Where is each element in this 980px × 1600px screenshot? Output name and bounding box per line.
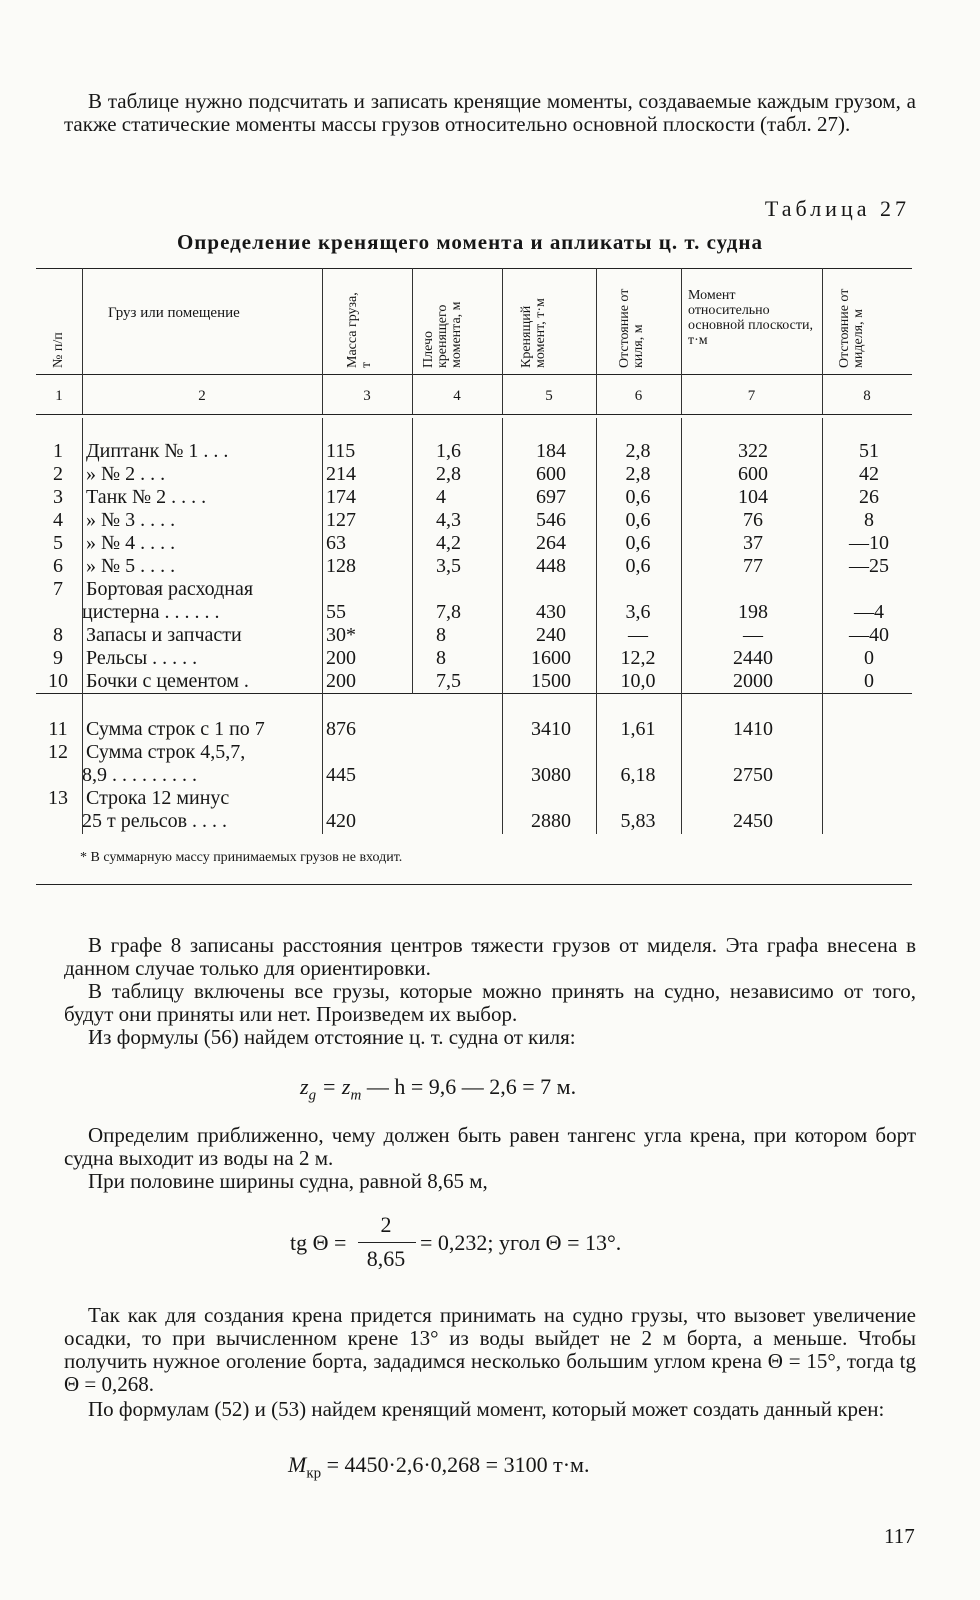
paragraph-3: Из формулы (56) найдем отстояние ц. т. судна от киля: [88,1025,576,1049]
cargo-name: » № 5 . . . . [86,555,176,577]
header-mass: Масса груза, т [345,292,374,368]
heel-arm: 3,5 [436,555,461,577]
cargo-name: » № 4 . . . . [86,532,176,554]
page-number: 117 [884,1524,915,1548]
heel-arm: 4,3 [436,509,461,531]
distance-keel: 10,0 [620,670,656,692]
distance-keel: 3,6 [625,601,651,623]
sum-name-cont: 25 т рельсов . . . . [82,810,228,832]
row-number: 9 [53,647,63,669]
formula-mkr: $M_{кр} = 4450\cdot 2,6\cdot 0,268 = 3100$ т·м. [288,1452,590,1482]
formula-zg: $z_g = z_m$ — h = 9,6 — 2,6 = 7 м. [300,1074,577,1104]
cargo-mass: 214 [326,463,356,485]
distance-midship: 42 [859,463,879,485]
cargo-mass: 174 [326,486,356,508]
distance-midship: 8 [864,509,874,531]
static-moment: 77 [743,555,763,577]
cargo-name: Танк № 2 . . . . [86,486,207,508]
distance-keel: 0,6 [625,555,651,577]
col-number: 4 [453,388,461,404]
distance-midship: 51 [859,440,879,462]
distance-midship: 0 [864,670,874,692]
static-moment: 37 [743,532,763,554]
cargo-name: Бортовая расходная [86,578,254,600]
sum-static-moment: 1410 [733,718,773,740]
heel-arm: 4,2 [436,532,461,554]
sum-moment: 2880 [531,810,571,832]
distance-midship: 0 [864,647,874,669]
heeling-moment: 697 [536,486,566,508]
cargo-mass: 127 [326,509,356,531]
distance-keel: 12,2 [620,647,656,669]
header-static-moment: Момент относительно основной плоскости, т·м [688,288,813,348]
cargo-mass: 55 [326,601,346,623]
distance-midship: —4 [854,601,884,623]
cargo-name: » № 2 . . . [86,463,166,485]
heeling-moment: 600 [536,463,566,485]
static-moment: 76 [743,509,763,531]
col-number: 3 [363,388,371,404]
header-midship: Отстояние от миделя, м [837,288,866,368]
sum-moment: 3410 [531,718,571,740]
cargo-mass: 115 [326,440,356,462]
cargo-name: Рельсы . . . . . [86,647,198,669]
data-table [36,268,912,884]
sum-keel: 5,83 [620,810,656,832]
col-number: 7 [747,388,756,404]
heeling-moment: 1500 [531,670,571,692]
distance-keel: 2,8 [625,440,651,462]
paragraph-6: Так как для создания крена придется принимать на судно грузы, что вызовет увеличение осадки, то при вычисленном крене 13° из воды выйдет не 2 м борта, а меньше. Чтобы получить нужное оголение борта, зададимся несколько большим углом крена Θ = 15°, тогда tg Θ = 0,268. [64,1303,916,1396]
header-arm: Плечо кренящего момента, м [421,301,464,368]
intro-paragraph: В таблице нужно подсчитать и записать кренящие моменты, создаваемые каждым грузом, а также статические моменты массы грузов относительно основной плоскости (табл. 27). [64,89,916,136]
sum-mass: 420 [326,810,356,832]
sum-static-moment: 2450 [733,810,773,832]
static-moment: 104 [738,486,768,508]
heel-arm: 8 [436,624,446,646]
row-number: 1 [53,440,63,462]
sum-keel: 1,61 [620,718,656,740]
sum-name: Сумма строк 4,5,7, [86,741,246,763]
sum-mass: 876 [326,718,356,740]
cargo-mass: 128 [326,555,356,577]
paragraph-7: По формулам (52) и (53) найдем кренящий момент, который может создать данный крен: [88,1397,885,1421]
static-moment: 2000 [733,670,773,692]
cargo-name-cont: цистерна . . . . . . [82,601,220,623]
table-title: Определение кренящего момента и апликаты ц. т. судна [176,230,764,254]
distance-midship: 26 [859,486,879,508]
row-number: 12 [48,741,68,763]
cargo-name: Запасы и запчасти [86,624,242,646]
cargo-mass: 63 [326,532,346,554]
heeling-moment: 546 [536,509,566,531]
distance-midship: —10 [849,532,889,554]
row-number: 5 [53,532,63,554]
heel-arm: 2,8 [436,463,461,485]
paragraph-4: Определим приближенно, чему должен быть равен тангенс угла крена, при котором борт судна выходит из воды на 2 м. [64,1123,916,1170]
static-moment: — [743,624,763,646]
heeling-moment: 240 [536,624,566,646]
paragraph-1: В графе 8 записаны расстояния центров тяжести грузов от миделя. Эта графа внесена в данном случае только для ориентировки. [64,933,916,980]
sum-moment: 3080 [531,764,571,786]
cargo-mass: 200 [326,647,356,669]
row-number: 4 [53,509,63,531]
cargo-name: » № 3 . . . . [86,509,176,531]
sum-mass: 445 [326,764,356,786]
row-number: 13 [48,787,68,809]
heel-arm: 1,6 [436,440,461,462]
heel-arm: 7,5 [436,670,461,692]
heeling-moment: 264 [536,532,566,554]
heeling-moment: 1600 [531,647,571,669]
distance-keel: 2,8 [625,463,651,485]
footnote: * В суммарную массу принимаемых грузов не входит. [80,850,403,865]
header-num: № п/п [51,332,66,368]
heel-arm: 8 [436,647,446,669]
heeling-moment: 448 [536,555,566,577]
paragraph-2: В таблицу включены все грузы, которые можно принять на судно, независимо от того, будут они приняты или нет. Произведем их выбор. [64,979,916,1026]
cargo-mass: 200 [326,670,356,692]
static-moment: 198 [738,601,768,623]
distance-keel: 0,6 [625,509,651,531]
col-number: 8 [863,388,871,404]
header-moment: Кренящий момент, т·м [519,298,548,368]
sum-static-moment: 2750 [733,764,773,786]
formula-tg-lhs: tg Θ = [290,1230,347,1255]
cargo-name: Бочки с цементом . [86,670,249,692]
row-number: 3 [53,486,63,508]
row-number: 11 [48,718,68,740]
sum-name: Строка 12 минус [86,787,230,809]
col-number: 2 [198,388,206,404]
paragraph-5: При половине ширины судна, равной 8,65 м, [88,1169,488,1193]
distance-midship: —25 [849,555,889,577]
heeling-moment: 184 [536,440,566,462]
formula-tg-numerator: 2 [380,1212,392,1237]
formula-tg-rest: = 0,232; угол Θ = 13°. [420,1230,622,1255]
static-moment: 322 [738,440,768,462]
distance-midship: —40 [849,624,889,646]
col-number: 6 [634,388,643,404]
sum-name: Сумма строк с 1 по 7 [86,718,265,740]
row-number: 2 [53,463,63,485]
row-number: 7 [53,578,63,600]
row-number: 8 [53,624,63,646]
heeling-moment: 430 [536,601,566,623]
sum-keel: 6,18 [620,764,656,786]
distance-keel: 0,6 [625,532,651,554]
static-moment: 600 [738,463,768,485]
heel-arm: 7,8 [436,601,461,623]
row-number: 10 [48,670,68,692]
col-number: 1 [55,388,63,404]
row-number: 6 [53,555,63,577]
heel-arm: 4 [436,486,446,508]
formula-tg-denominator: 8,65 [366,1246,406,1271]
table-caption: Таблица 27 [764,196,910,221]
sum-name-cont: 8,9 . . . . . . . . . [82,764,197,786]
distance-keel: 0,6 [625,486,651,508]
col-number: 5 [545,388,553,404]
header-cargo: Груз или помещение [108,305,240,321]
distance-keel: — [628,624,648,646]
cargo-name: Диптанк № 1 . . . [86,440,229,462]
static-moment: 2440 [733,647,773,669]
cargo-mass: 30* [326,624,356,646]
header-keel: Отстояние от киля, м [617,288,646,368]
